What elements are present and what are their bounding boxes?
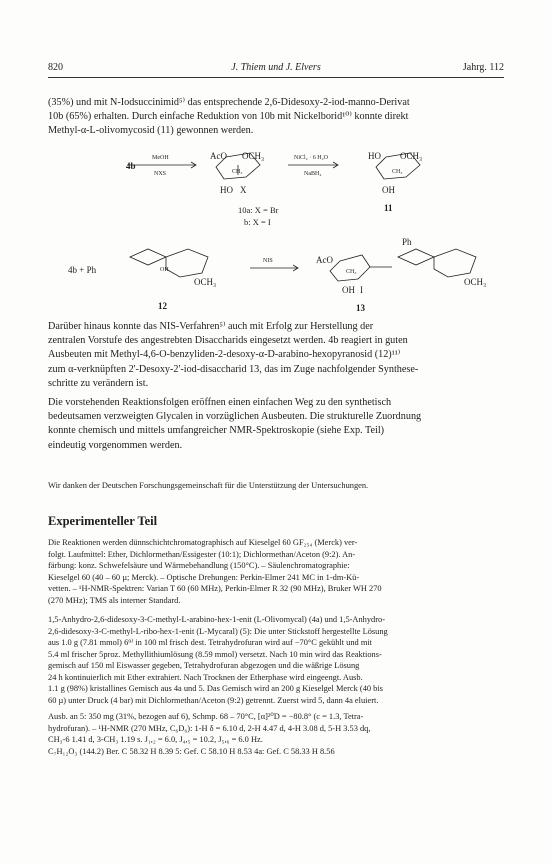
- text-line: zum α-verknüpften 2'-Desoxy-2'-iod-disaccharid 13, das im Zuge nachfolgender Synthese-: [48, 363, 419, 375]
- text-line: aus 1.0 g (7.81 mmol) 6⁹⁾ in 100 ml frisch dest. Tetrahydrofuran wird auf −70°C gekühlt und mit: [48, 638, 372, 647]
- scheme-drawing: [48, 145, 504, 319]
- oh-label-13: OH: [342, 285, 355, 295]
- text-line: bedeutsamen verzweigten Glycalen in vorzüglichen Ausbeuten. Die strukturelle Zuordnung: [48, 411, 422, 423]
- och3-label-11: OCH₃: [400, 151, 423, 161]
- text-line: färbung: konz. Schwefelsäure und Wärmebehandlung (150°C). – Säulenchromatographie:: [48, 561, 350, 570]
- text-line: 10b (65%) erhalten. Durch einfache Reduktion von 10b mit Nickelborid¹⁰⁾ konnte direkt: [48, 111, 409, 123]
- text-line: zentralen Vorstufe des angestrebten Disaccharids eingesetzt werden. 4b reagiert in guten: [48, 335, 408, 347]
- text-line: 1,5-Anhydro-2,6-didesoxy-3-C-methyl-L-arabino-hex-1-enit (L-Olivomycal) (4a) und 1,5-Anhydro-: [48, 615, 385, 624]
- start-compound: 4b: [126, 161, 136, 171]
- running-head-year: Jahrg. 112: [462, 62, 504, 73]
- ph-label: Ph: [402, 237, 412, 247]
- x-label: X: [240, 185, 247, 195]
- compound-10a: 10a: X = Br: [238, 205, 279, 215]
- section-heading: Experimenteller Teil: [48, 514, 158, 528]
- ch3-label-11: CH₃: [392, 169, 403, 175]
- text-line: 24 h kontinuierlich mit Ether extrahiert. Nach Trocknen der Etherphase wird eingeengt. Ausb.: [48, 672, 363, 682]
- reaction-scheme: [48, 145, 504, 319]
- reagent-meoh: MeOH: [152, 155, 169, 161]
- ho-label-11: HO: [368, 151, 381, 161]
- text-line: 60 µ) unter Druck (4 bar) mit Dichlormethan/Aceton (9:2) getrennt. Zuerst wird 5, dann 4a eluiert.: [48, 695, 379, 705]
- text-line: Die Reaktionen werden dünnschichtchromatographisch auf Kieselgel 60 GF₂₅₄ (Merck) ver-: [48, 538, 358, 547]
- experimental-general: [48, 537, 504, 606]
- i-label: I: [360, 285, 363, 295]
- paragraph-nis: [48, 320, 504, 391]
- acknowledgement: [48, 480, 504, 492]
- header-rule: [48, 77, 504, 78]
- text-line: folgt. Laufmittel: Ether, Dichlormethan/Essigester (10:1); Dichlormethan/Aceton (9:2). An-: [48, 549, 356, 559]
- intro-paragraph: [48, 96, 504, 139]
- preparation-procedure: [48, 614, 504, 706]
- aco-label: AcO: [210, 151, 227, 161]
- reagent-nicl2: NiCl₂ · 6 H₂O: [294, 155, 329, 161]
- text-line: gemisch auf 150 ml Eiswasser gegeben, Tetrahydrofuran abgezogen und die wäßrige Lösung: [48, 661, 360, 670]
- text-line: Kieselgel 60 (40 – 60 µ; Merck). – Optische Drehungen: Perkin-Elmer 241 MC in 1-dm-Kü-: [48, 572, 360, 582]
- reagent-nabh4: NaBH₄: [304, 171, 322, 177]
- text-line: Darüber hinaus konnte das NIS-Verfahren⁵⁾ auch mit Erfolg zur Herstellung der: [48, 321, 374, 332]
- compound-13: 13: [356, 303, 365, 313]
- ch3-label: CH₃: [232, 169, 243, 175]
- running-head: [48, 62, 504, 76]
- text-line: (35%) und mit N-Iodsuccinimid⁵⁾ das entsprechende 2,6-Didesoxy-2-iod-manno-Derivat: [48, 97, 410, 108]
- text-line: vetten. – ¹H-NMR-Spektren: Varian T 60 (60 MHz), Perkin-Elmer R 32 (90 MHz), Bruker WH 270: [48, 584, 382, 593]
- characterization-data: [48, 711, 504, 757]
- text-line: schritte zu verändern ist.: [48, 377, 149, 389]
- compound-11: 11: [384, 203, 393, 213]
- och3-label-12: OCH₃: [194, 277, 217, 287]
- och3-label-13: OCH₃: [464, 277, 487, 287]
- text-line: Methyl-α-L-olivomycosid (11) gewonnen werden.: [48, 125, 254, 137]
- text-line: CH₃-6 1.41 d, 3-CH₃ 1.19 s. J₁,₂ = 6.0, J₄,₅ = 10.2, J₅,₆ = 6.0 Hz.: [48, 735, 263, 744]
- oh-label: OH: [382, 185, 395, 195]
- text-line: konnte chemisch und mittels umfangreicher NMR-Spektroskopie (siehe Exp. Teil): [48, 425, 385, 437]
- nis-label: NIS: [263, 258, 273, 264]
- text-line: eindeutig vorgenommen werden.: [48, 439, 183, 451]
- text-line: 1.1 g (98%) kristallines Gemisch aus 4a und 5. Das Gemisch wird an 200 g Kieselgel Merck (40 bis: [48, 684, 383, 693]
- ch3-label-13: CH₃: [346, 269, 357, 275]
- oh-label-12: OH: [160, 267, 169, 273]
- paragraph-summary: [48, 396, 504, 453]
- text-line: 5.4 ml frischer 5proz. Methyllithiumlösung (8.59 mmol) versetzt. Nach 10 min wird das Reaktions-: [48, 649, 382, 659]
- compound-10b: b: X = I: [244, 217, 271, 227]
- text-line: Die vorstehenden Reaktionsfolgen eröffnen einen einfachen Weg zu den synthetisch: [48, 397, 392, 408]
- text-line: (270 MHz); TMS als interner Standard.: [48, 595, 181, 605]
- reactant-label: 4b + Ph: [68, 265, 97, 275]
- aco-label-13: AcO: [316, 255, 333, 265]
- elemental-analysis: C₇H₁₂O₃ (144.2) Ber. C 58.32 H 8.39 5: Gef. C 58.10 H 8.53 4a: Gef. C 58.33 H 8.56: [48, 746, 335, 756]
- page-number: 820: [48, 62, 63, 73]
- text-line: Ausbeuten mit Methyl-4,6-O-benzyliden-2-desoxy-α-D-arabino-hexopyranosid (12)¹¹⁾: [48, 349, 401, 361]
- ho-label: HO: [220, 185, 233, 195]
- acknowledgement-text: Wir danken der Deutschen Forschungsgemeinschaft für die Unterstützung der Untersuchungen.: [48, 481, 369, 490]
- running-head-authors: J. Thiem und J. Elvers: [231, 62, 321, 73]
- text-line: 2,6-didesoxy-3-C-methyl-L-ribo-hex-1-enit (L-Mycaral) (5): Die unter Stickstoff hergestellte Lösung: [48, 626, 388, 636]
- text-line: hydrofuran). – ¹H-NMR (270 MHz, C₆D₆): 1-H δ = 6.10 d, 2-H 4.47 d, 4-H 3.08 d, 5-H 3.53 dq,: [48, 723, 371, 733]
- reagent-nxs: NXS: [154, 171, 167, 177]
- och3-label: OCH₃: [242, 151, 265, 161]
- compound-12: 12: [158, 301, 167, 311]
- text-line: Ausb. an 5: 350 mg (31%, bezogen auf 6), Schmp. 68 – 70°C, [α]²⁰D = −80.8° (c = 1.3, Tetra-: [48, 712, 364, 721]
